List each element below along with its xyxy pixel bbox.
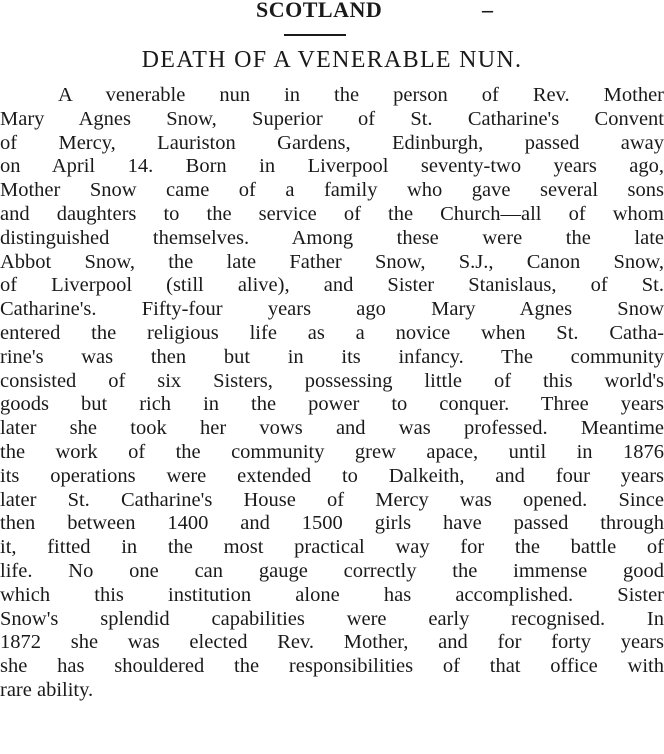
article-line: Mother Snow came of a family who gave several sons — [0, 179, 664, 202]
article-line: and daughters to the service of the Church—all of whom — [0, 202, 664, 225]
article-line: consisted of six Sisters, possessing little of this world's — [0, 369, 664, 392]
article-line: its operations were extended to Dalkeith, and four years — [0, 464, 664, 487]
article-line: distinguished themselves. Among these were the late — [0, 226, 664, 249]
article-line: the work of the community grew apace, until in 1876 — [0, 440, 664, 463]
article-line: Snow's splendid capabilities were early recognised. In — [0, 607, 664, 630]
article-line: which this institution alone has accomplished. Sister — [0, 583, 664, 606]
article-line: entered the religious life as a novice when St. Catha- — [0, 321, 664, 344]
article-line: 1872 she was elected Rev. Mother, and for forty years — [0, 631, 664, 654]
article-line: then between 1400 and 1500 girls have passed through — [0, 512, 664, 535]
article-line: she has shouldered the responsibilities of that office with — [0, 655, 664, 678]
article-line: rare ability. — [0, 678, 94, 701]
article-line: Catharine's. Fifty-four years ago Mary Agnes Snow — [0, 298, 664, 321]
divider-rule — [284, 34, 346, 36]
article-body — [0, 84, 664, 703]
article-line: life. No one can gauge correctly the immense good — [0, 559, 664, 582]
article-line: later St. Catharine's House of Mercy was opened. Since — [0, 488, 664, 511]
section-dash: – — [482, 0, 493, 22]
article-line: it, fitted in the most practical way for the battle of — [0, 536, 664, 559]
article-line: on April 14. Born in Liverpool seventy-two years ago, — [0, 155, 664, 178]
section-heading — [0, 0, 664, 30]
article-line: goods but rich in the power to conquer. Three years — [0, 393, 664, 416]
article-line: later she took her vows and was professed. Meantime — [0, 417, 664, 440]
article-line: Mary Agnes Snow, Superior of St. Catharine's Convent — [0, 107, 664, 130]
article-headline: DEATH OF A VENERABLE NUN. — [141, 47, 523, 73]
article-line: of Liverpool (still alive), and Sister Stanislaus, of St. — [0, 274, 664, 297]
section-title: SCOTLAND — [256, 0, 383, 22]
article-line: Abbot Snow, the late Father Snow, S.J., Canon Snow, — [0, 250, 664, 273]
article-line: A venerable nun in the person of Rev. Mother — [58, 84, 664, 106]
article-line: of Mercy, Lauriston Gardens, Edinburgh, passed away — [0, 131, 664, 154]
article-line: rine's was then but in its infancy. The community — [0, 345, 664, 368]
